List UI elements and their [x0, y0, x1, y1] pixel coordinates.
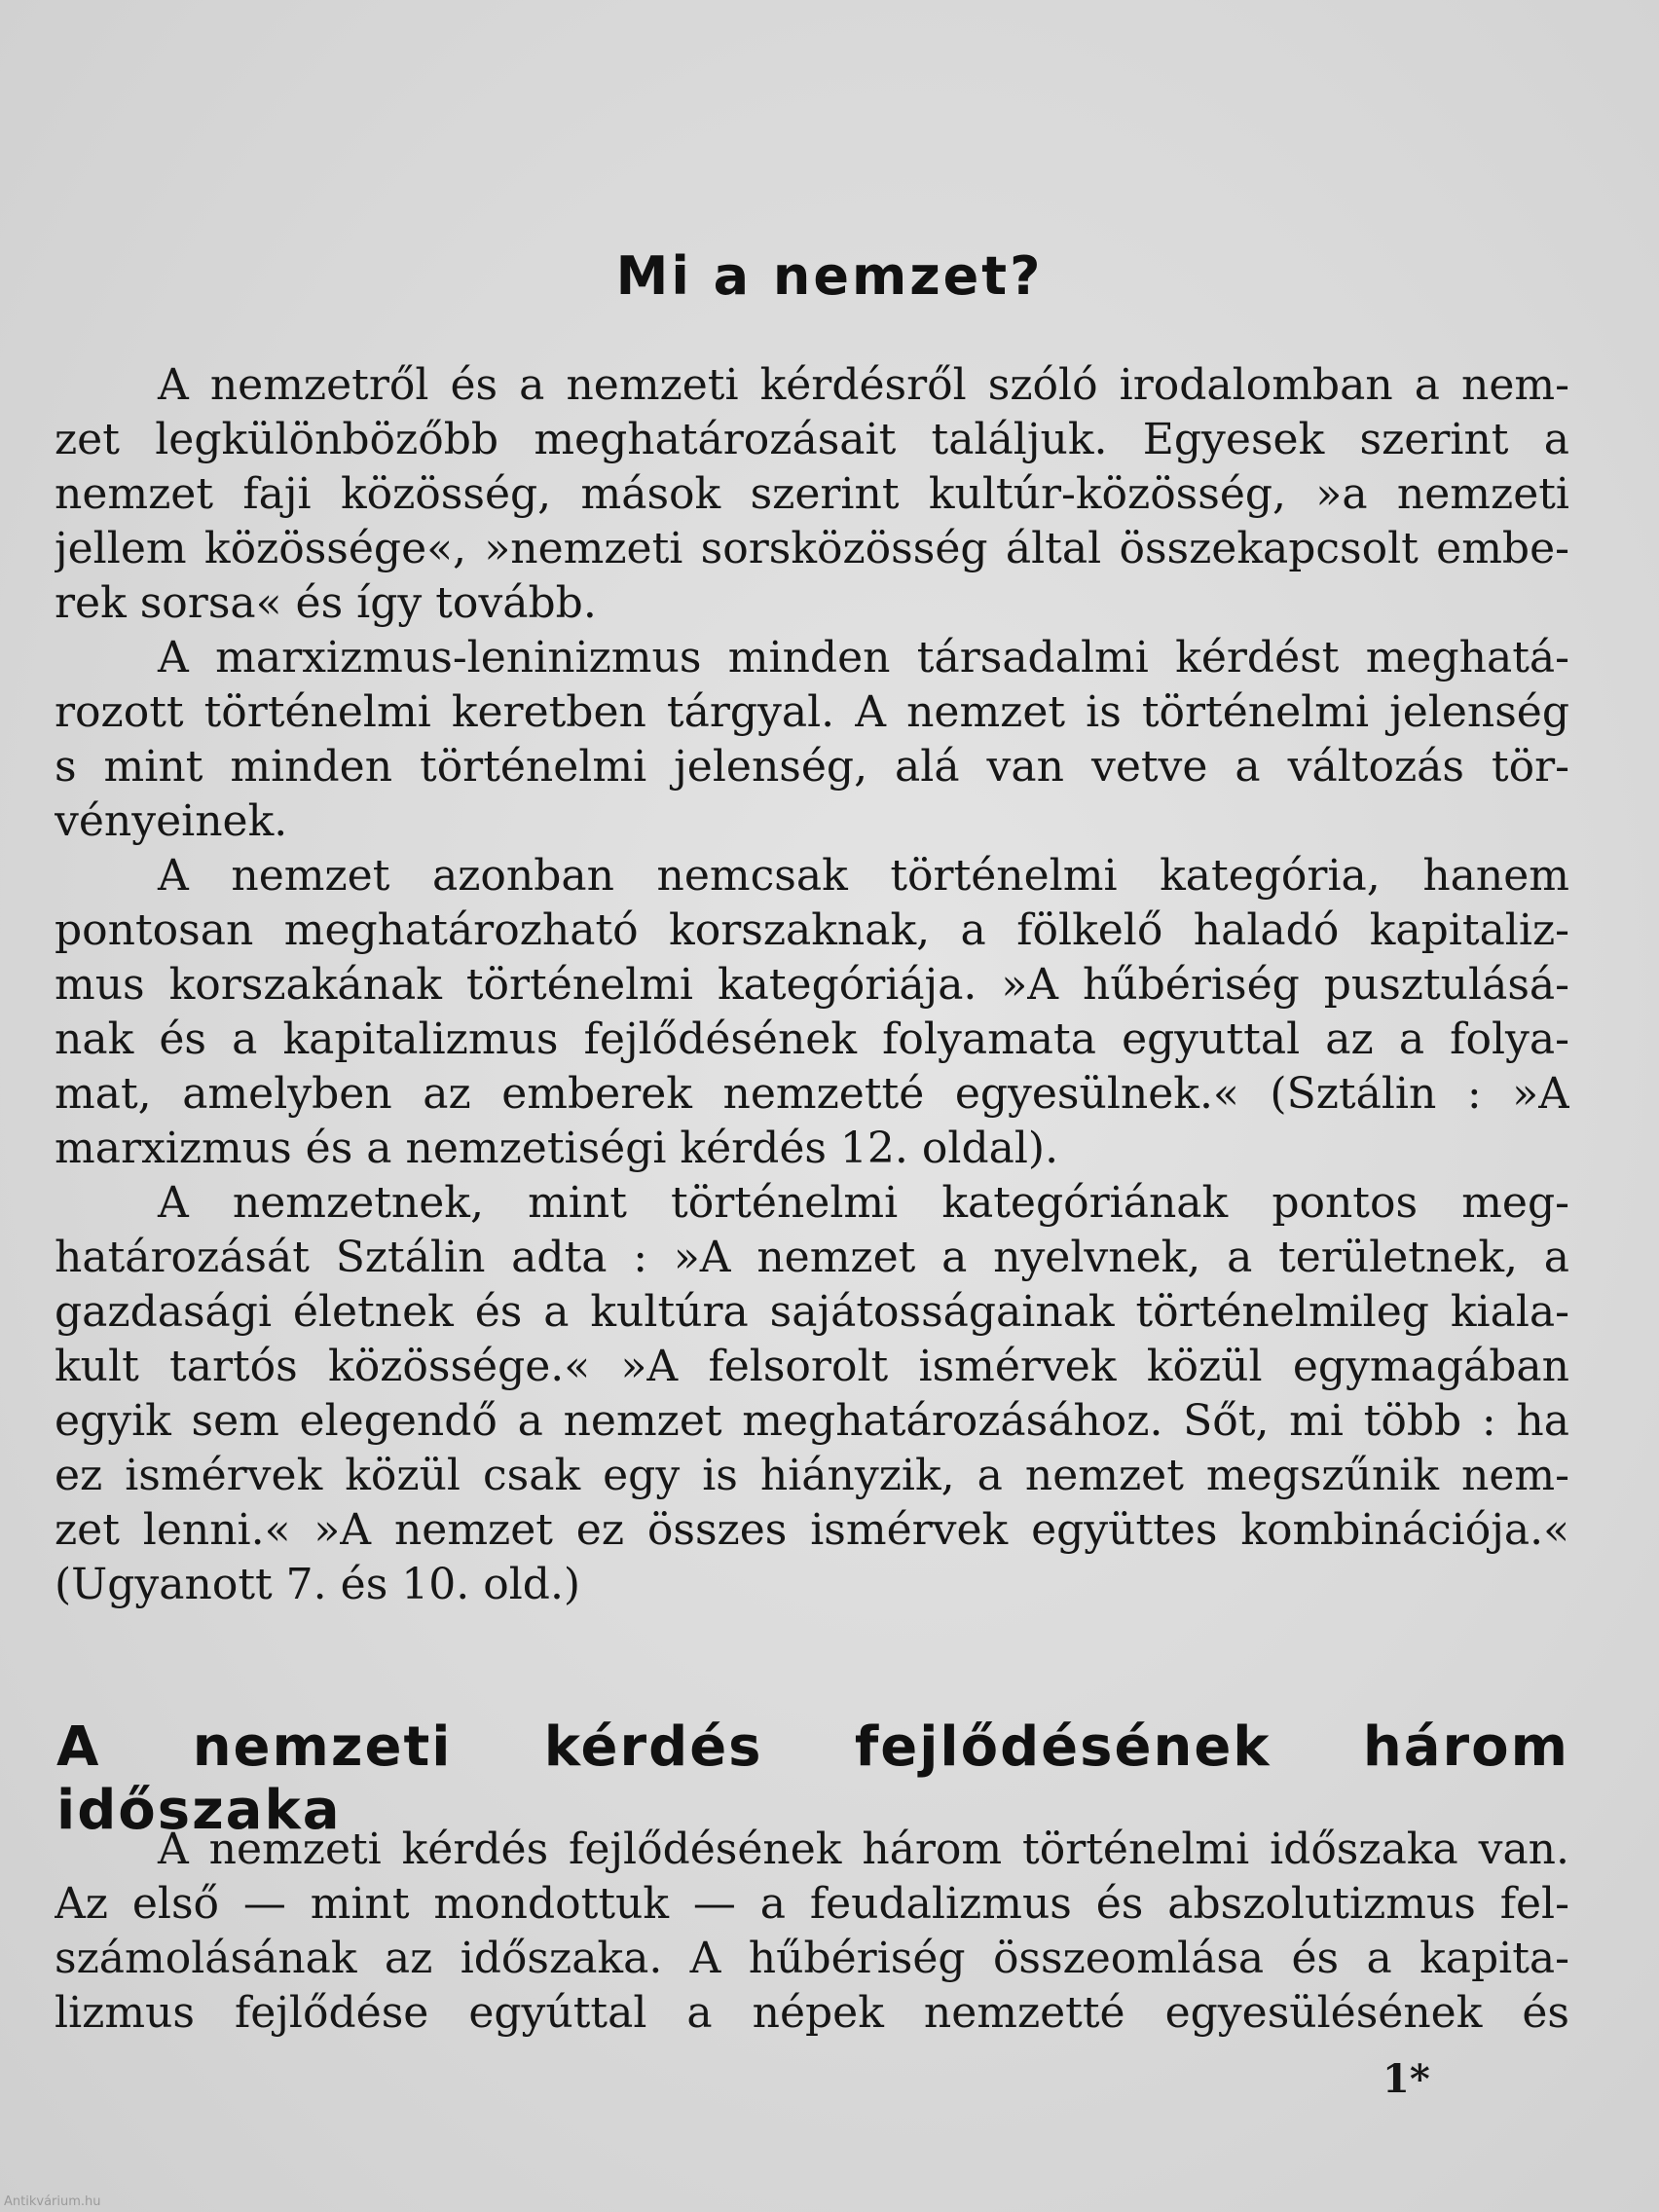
- text-line: pontosan meghatározható korszaknak, a fölkelő haladó kapitaliz-: [55, 905, 1569, 955]
- text-line: s mint minden történelmi jelenség, alá van vetve a változás tör-: [55, 742, 1569, 792]
- text-line: Az első — mint mondottuk — a feudalizmus és abszolutizmus fel-: [55, 1879, 1569, 1929]
- page-number: 1*: [1382, 2056, 1430, 2102]
- section-heading: A nemzeti kérdés fejlődésének három időszaka: [56, 1715, 1569, 1842]
- text-line: kult tartós közössége.« »A felsorolt ismérvek közül egymagában: [55, 1342, 1569, 1391]
- text-line: lizmus fejlődése egyúttal a népek nemzetté egyesülésének és: [55, 1988, 1569, 2038]
- text-line: számolásának az időszaka. A hűbériség összeomlása és a kapita-: [55, 1934, 1569, 1983]
- text-line: egyik sem elegendő a nemzet meghatározásához. Sőt, mi több : ha: [55, 1396, 1569, 1446]
- text-line: jellem közössége«, »nemzeti sorsközösség által összekapcsolt embe-: [55, 524, 1569, 573]
- text-line: (Ugyanott 7. és 10. old.): [55, 1560, 581, 1609]
- text-line: rozott történelmi keretben tárgyal. A nemzet is történelmi jelenség: [55, 687, 1569, 737]
- text-line: mus korszakának történelmi kategóriája. »A hűbériség pusztulásá-: [55, 960, 1569, 1010]
- page-title: Mi a nemzet?: [615, 245, 1044, 307]
- text-line: rek sorsa« és így tovább.: [55, 578, 597, 628]
- text-line: zet lenni.« »A nemzet ez összes ismérvek együttes kombinációja.«: [55, 1505, 1569, 1555]
- text-line: határozását Sztálin adta : »A nemzet a nyelvnek, a területnek, a: [55, 1233, 1569, 1282]
- text-line: A nemzetnek, mint történelmi kategóriának pontos meg-: [158, 1178, 1569, 1228]
- text-line: A marxizmus-leninizmus minden társadalmi kérdést meghatá-: [158, 633, 1569, 682]
- text-line: ez ismérvek közül csak egy is hiányzik, a nemzet megszűnik nem-: [55, 1451, 1569, 1500]
- text-line: nak és a kapitalizmus fejlődésének folyamata egyuttal az a folya-: [55, 1014, 1569, 1064]
- section-body-1: [55, 358, 1569, 1612]
- text-line: A nemzeti kérdés fejlődésének három történelmi időszaka van.: [158, 1825, 1569, 1874]
- text-line: zet legkülönbözőbb meghatározásait találjuk. Egyesek szerint a: [55, 415, 1569, 464]
- text-line: marxizmus és a nemzetiségi kérdés 12. oldal).: [55, 1124, 1059, 1173]
- text-line: A nemzetről és a nemzeti kérdésről szóló irodalomban a nem-: [158, 360, 1569, 410]
- text-line: nemzet faji közösség, mások szerint kultúr-közösség, »a nemzeti: [55, 469, 1569, 519]
- text-line: vényeinek.: [55, 796, 288, 846]
- section-body-2: [55, 1823, 1569, 2041]
- text-line: A nemzet azonban nemcsak történelmi kategória, hanem: [158, 851, 1569, 901]
- text-line: mat, amelyben az emberek nemzetté egyesülnek.« (Sztálin : »A: [55, 1069, 1569, 1119]
- text-line: gazdasági életnek és a kultúra sajátosságainak történelmileg kiala-: [55, 1287, 1569, 1337]
- watermark: Antikvárium.hu: [4, 2194, 101, 2209]
